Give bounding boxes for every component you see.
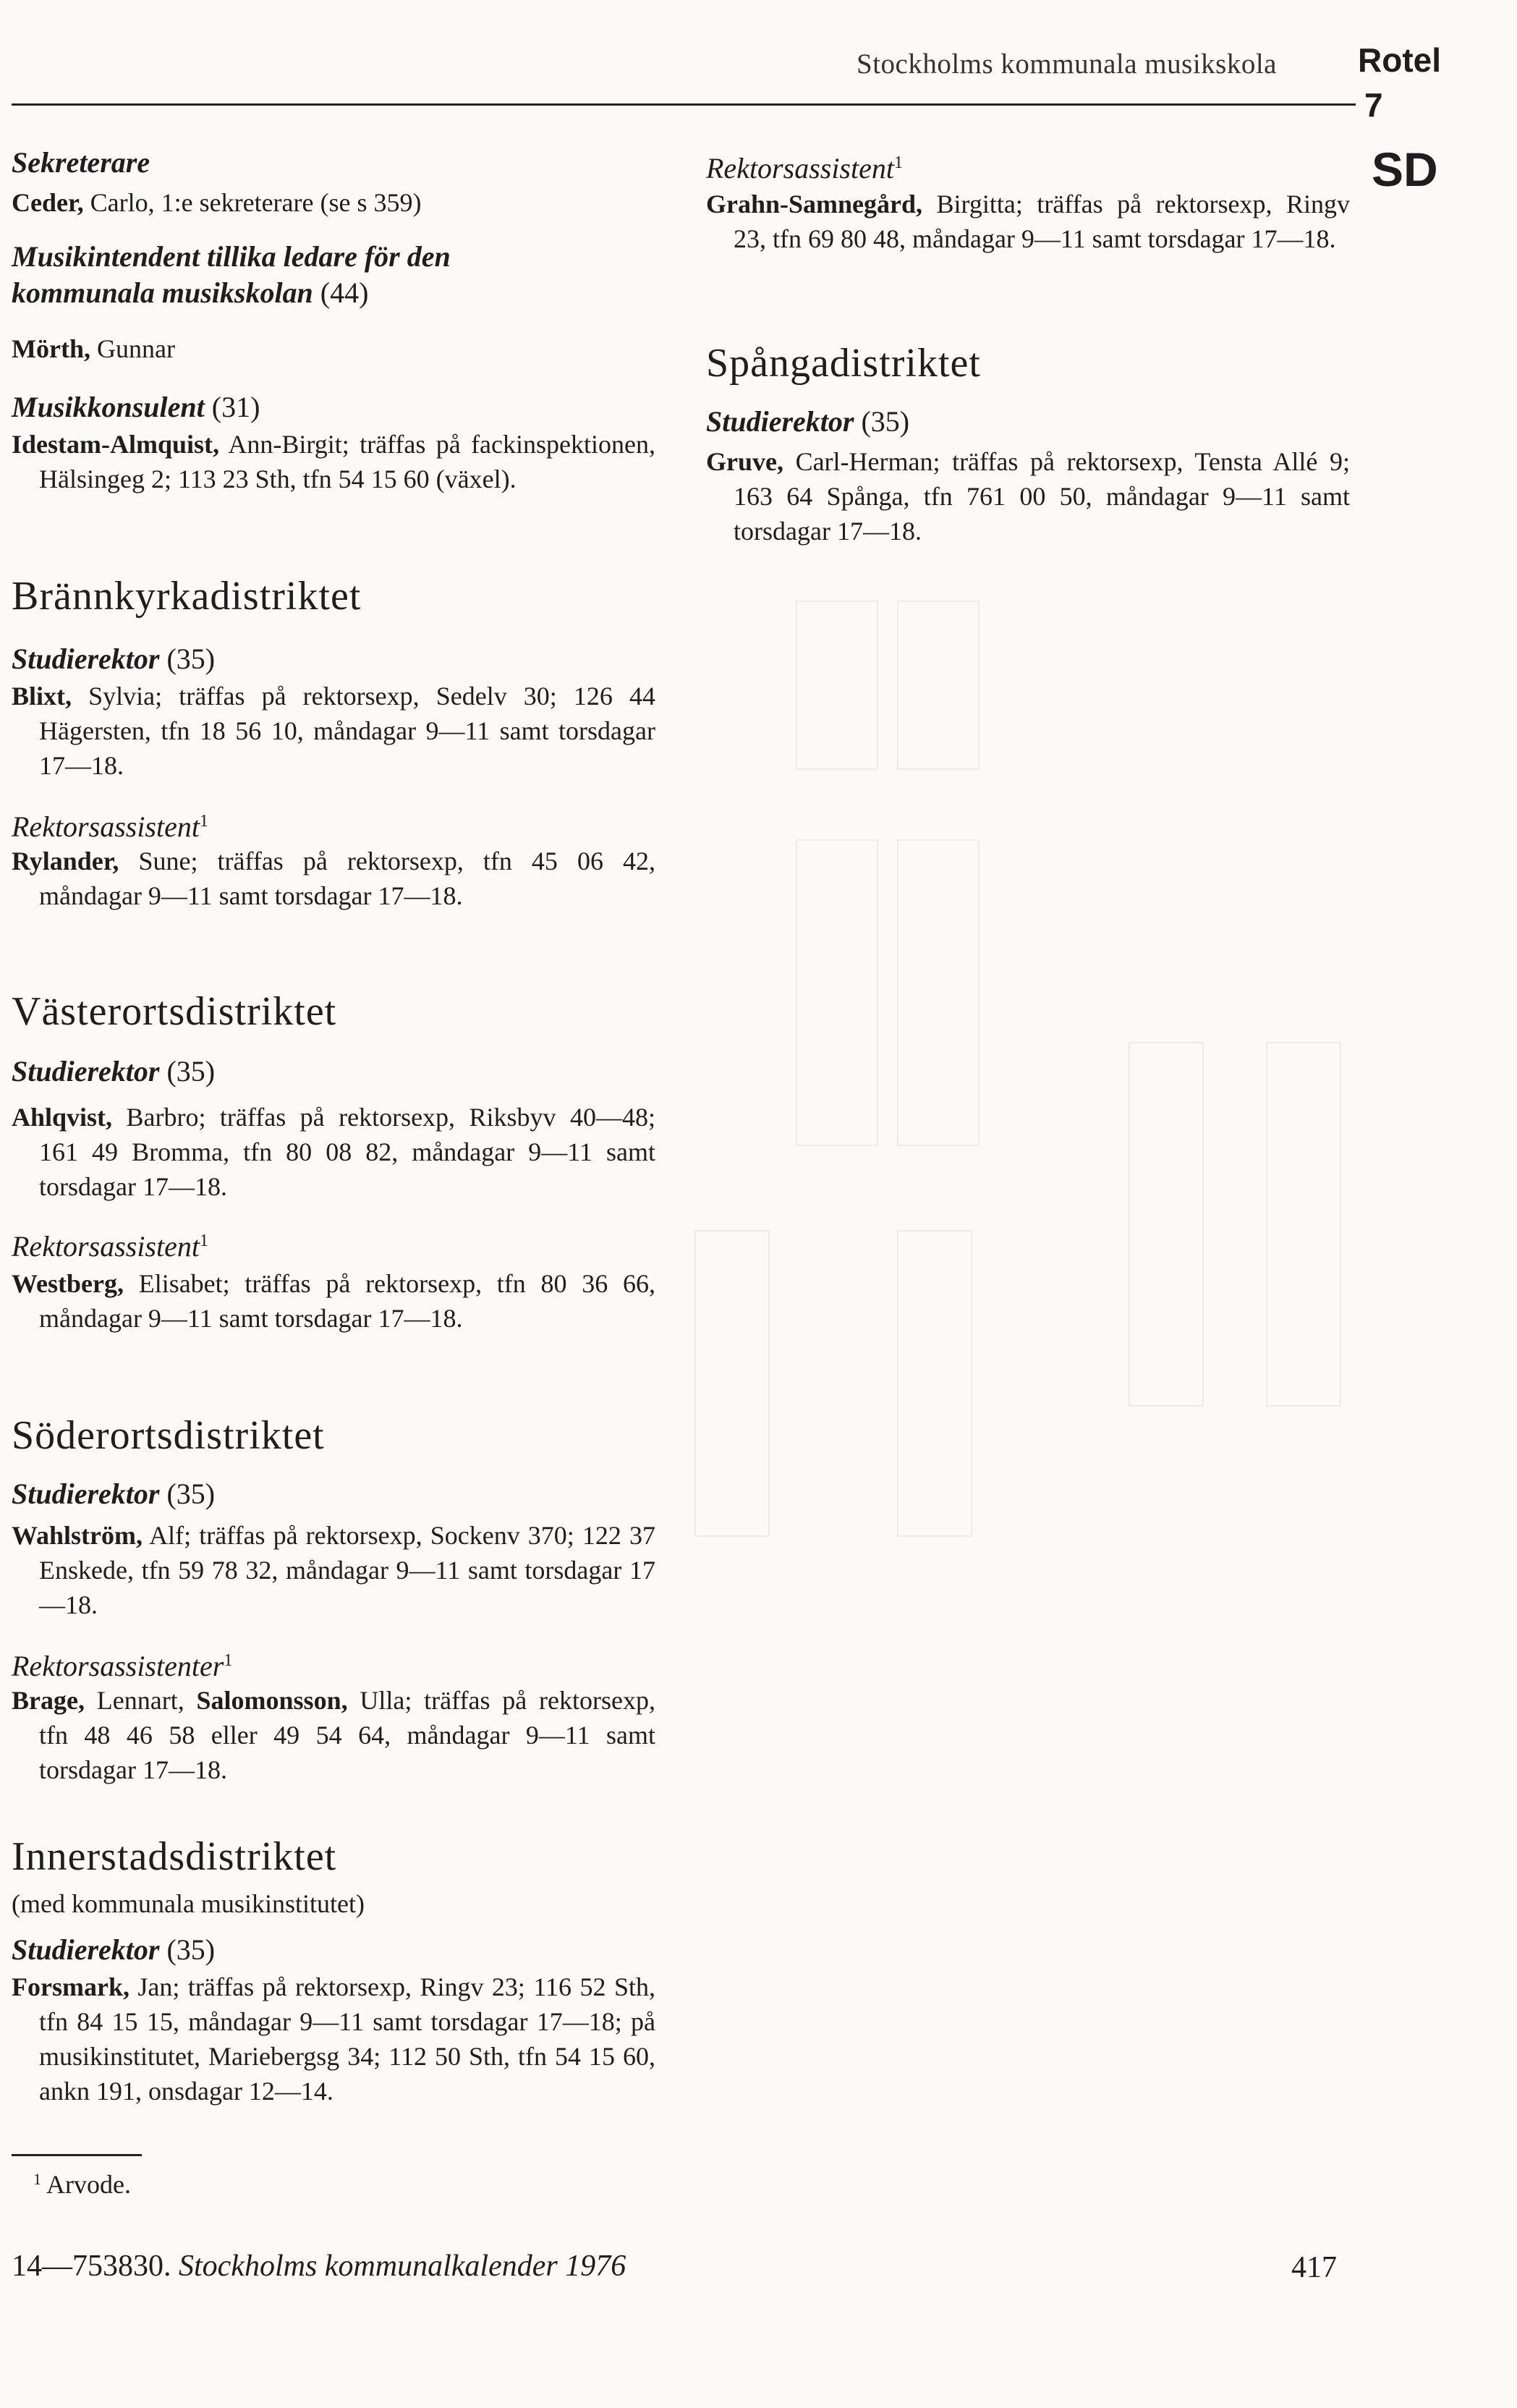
innerstad-subheading: (med kommunala musikinstitutet) [12, 1889, 365, 1918]
soderort-studierektor-title: Studierektor [12, 1478, 160, 1510]
soderort-studierektor-text: Alf; träffas på rektorsexp, Sockenv 370; 122 37 Enskede, tfn 59 78 32, måndagar 9—11 samt torsdagar 17—18. [39, 1521, 655, 1619]
brannkyrka-assistent-sup: 1 [199, 812, 208, 831]
vasterort-assistent-sup: 1 [199, 1231, 208, 1250]
spanga-studierektor-name: Gruve, [706, 447, 783, 476]
musikintendent-title: Musikintendent tillika ledare för den kommunala musikskolan [12, 240, 451, 309]
innerstad-studierektor-text: Jan; träffas på rektorsexp, Ringv 23; 116 52 Sth, tfn 84 15 15, måndagar 9—11 samt torsdagar 17—18; på musikinstitutet, Mariebergsg 34; 112 50 Sth, tfn 54 15 60, ankn 191, onsdagar 12—14. [39, 1972, 655, 2106]
brannkyrka-studierektor-heading [12, 641, 655, 677]
soderort-studierektor-name: Wahlström, [12, 1521, 143, 1550]
spanga-studierektor-entry [706, 444, 1350, 548]
innerstad-studierektor-title: Studierektor [12, 1933, 160, 1966]
soderort-assistent-name1: Brage, [12, 1686, 85, 1715]
musikkonsulent-num: (31) [211, 391, 260, 423]
vasterort-assistent-heading [12, 1223, 655, 1265]
sekreterare-entry [12, 185, 655, 220]
spanga-studierektor-text: Carl-Herman; träffas på rektorsexp, Tensta Allé 9; 163 64 Spånga, tfn 761 00 50, måndagar 9—11 samt torsdagar 17—18. [734, 447, 1350, 546]
show-through-box [897, 1230, 972, 1537]
brannkyrka-studierektor-title: Studierektor [12, 643, 160, 675]
musikkonsulent-heading [12, 389, 655, 425]
vasterort-studierektor-text: Barbro; träffas på rektorsexp, Riksbyv 40—48; 161 49 Bromma, tfn 80 08 82, måndagar 9—11 samt torsdagar 17—18. [39, 1103, 655, 1201]
musikintendent-name: Mörth, [12, 334, 90, 363]
page-number: 417 [1291, 2251, 1337, 2284]
show-through-box [796, 839, 878, 1146]
soderort-assistent-entry [12, 1683, 655, 1787]
vasterort-studierektor-name: Ahlqvist, [12, 1103, 113, 1132]
musikintendent-num: (44) [320, 276, 369, 309]
header-rule [12, 103, 1356, 106]
spanga-studierektor-num: (35) [861, 405, 910, 438]
vasterort-assistent-title: Rektorsassistent [12, 1230, 200, 1263]
grahn-assistent-sup: 1 [893, 153, 903, 172]
vasterort-assistent-name: Westberg, [12, 1269, 124, 1298]
grahn-assistent-title: Rektorsassistent [706, 152, 894, 185]
page-footer [12, 2249, 626, 2284]
brannkyrka-assistent-name: Rylander, [12, 847, 119, 876]
vasterort-studierektor-heading [12, 1054, 655, 1090]
brannkyrka-studierektor-entry [12, 679, 655, 783]
grahn-assistent-heading [706, 145, 1350, 187]
innerstad-studierektor-name: Forsmark, [12, 1972, 129, 2001]
show-through-box [1266, 1042, 1341, 1407]
show-through-box [897, 839, 980, 1146]
footer-title: Stockholms kommunalkalender 1976 [179, 2250, 626, 2283]
spanga-studierektor-title: Studierektor [706, 405, 854, 438]
show-through-box [897, 601, 980, 770]
brannkyrka-assistent-heading [12, 803, 655, 845]
soderort-studierektor-num: (35) [166, 1478, 216, 1510]
rotel-label: Rotel [1358, 41, 1441, 79]
rotel-number: 7 [1364, 86, 1383, 124]
soderort-studierektor-heading [12, 1476, 655, 1512]
sekreterare-text: Carlo, 1:e sekreterare (se s 359) [83, 188, 422, 217]
running-title: Stockholms kommunala musikskola [857, 48, 1277, 80]
brannkyrka-studierektor-num: (35) [166, 643, 216, 675]
vasterort-studierektor-num: (35) [166, 1055, 216, 1088]
soderort-assistent-sup: 1 [224, 1651, 233, 1670]
musikkonsulent-text: Ann-Birgit; träffas på fackinspektionen, Hälsingeg 2; 113 23 Sth, tfn 54 15 60 (växel). [39, 430, 655, 493]
soderort-assistent-heading [12, 1642, 655, 1684]
soderort-assistent-title: Rektorsassistenter [12, 1650, 224, 1682]
brannkyrka-studierektor-name: Blixt, [12, 682, 72, 711]
footnote-text: Arvode. [41, 2170, 131, 2199]
vasterort-assistent-text: Elisabet; träffas på rektorsexp, tfn 80 36 66, måndagar 9—11 samt torsdagar 17—18. [39, 1269, 655, 1333]
soderort-heading: Söderortsdistriktet [12, 1413, 325, 1458]
soderort-assistent-name2: Salomonsson, [196, 1686, 348, 1715]
footnote [33, 2169, 131, 2200]
brannkyrka-heading: Brännkyrkadistriktet [12, 574, 362, 619]
brannkyrka-assistent-entry [12, 844, 655, 913]
show-through-box [694, 1230, 770, 1537]
soderort-studierektor-entry [12, 1518, 655, 1622]
show-through-box [1129, 1042, 1204, 1407]
show-through-box [796, 601, 878, 770]
musikintendent-heading [12, 239, 561, 311]
section-code: SD [1372, 143, 1438, 196]
innerstad-studierektor-entry [12, 1970, 655, 2108]
musikintendent-text: Gunnar [90, 334, 175, 363]
grahn-text: Birgitta; träffas på rektorsexp, Ringv 23, tfn 69 80 48, måndagar 9—11 samt torsdagar 17—18. [734, 190, 1350, 253]
spanga-heading: Spångadistriktet [706, 341, 981, 386]
grahn-name: Grahn-Samnegård, [706, 190, 923, 219]
footnote-rule [12, 2154, 142, 2156]
vasterort-studierektor-entry [12, 1100, 655, 1204]
musikkonsulent-entry [12, 427, 655, 496]
musikkonsulent-title: Musikkonsulent [12, 391, 205, 423]
sekreterare-name: Ceder, [12, 188, 84, 217]
brannkyrka-assistent-title: Rektorsassistent [12, 810, 200, 843]
innerstad-studierektor-num: (35) [166, 1933, 216, 1966]
innerstad-heading: Innerstadsdistriktet [12, 1834, 337, 1879]
soderort-assistent-mid: Lennart, [84, 1686, 197, 1715]
vasterort-studierektor-title: Studierektor [12, 1055, 160, 1088]
spanga-studierektor-heading [706, 404, 1350, 440]
vasterort-assistent-entry [12, 1266, 655, 1336]
footnote-sup: 1 [33, 2170, 41, 2188]
soderort-assistent-text: Ulla; träffas på rektorsexp, tfn 48 46 58 eller 49 54 64, måndagar 9—11 samt torsdagar 17—18. [39, 1686, 655, 1784]
innerstad-studierektor-heading [12, 1932, 655, 1968]
grahn-entry [706, 187, 1350, 256]
brannkyrka-assistent-text: Sune; träffas på rektorsexp, tfn 45 06 42, måndagar 9—11 samt torsdagar 17—18. [39, 847, 655, 910]
sekreterare-title: Sekreterare [12, 146, 150, 179]
musikkonsulent-name: Idestam-Almquist, [12, 430, 220, 459]
vasterort-heading: Västerortsdistriktet [12, 989, 337, 1034]
brannkyrka-studierektor-text: Sylvia; träffas på rektorsexp, Sedelv 30; 126 44 Hägersten, tfn 18 56 10, måndagar 9—11 samt torsdagar 17—18. [39, 682, 655, 780]
musikintendent-entry [12, 331, 655, 366]
footer-prefix: 14—753830. [12, 2250, 179, 2283]
